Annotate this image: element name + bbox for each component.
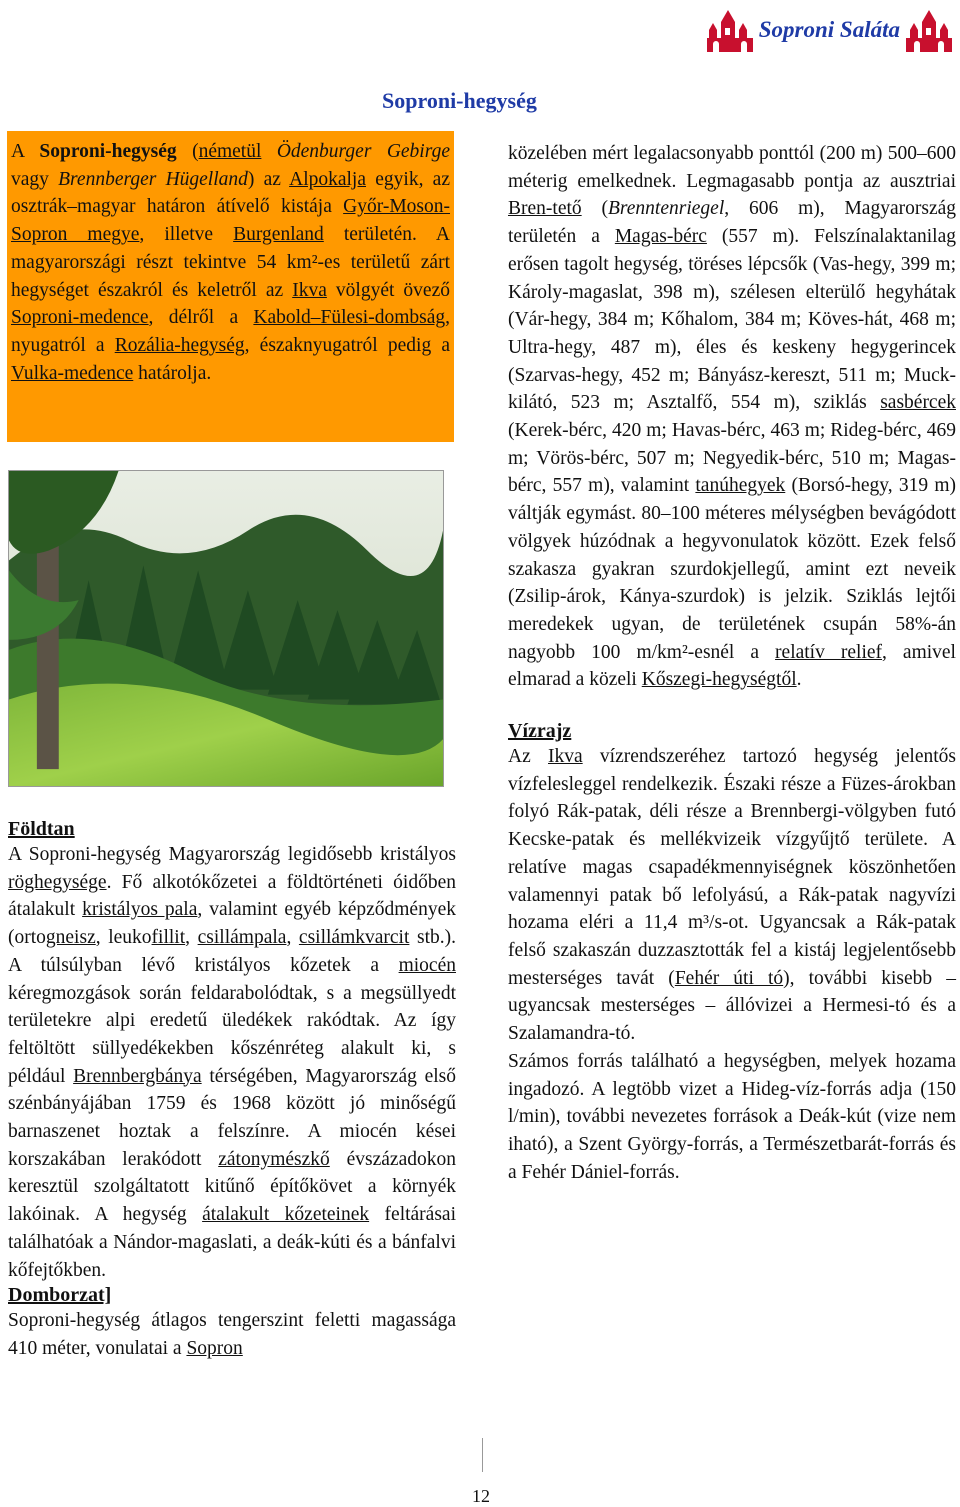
text-link[interactable]: Kabold–Fülesi-dombság <box>253 307 446 329</box>
text-link[interactable]: Alpokalja <box>289 168 367 190</box>
text-link[interactable]: gneisz <box>45 927 96 949</box>
foldtan-text <box>8 841 456 1284</box>
page-title: Soproni-hegység <box>382 88 537 113</box>
text-run: völgyét övező <box>326 279 450 301</box>
text-link[interactable]: Rozália-hegység <box>114 334 245 356</box>
text-run: Számos forrás található a hegységben, melyek hozama ingadozó. A legtöbb vizet a Hideg-víz-forrás adja (150 l/min), további nevezetes források a Deák-kút (vize nem iható), a Szent György-forrás, a Természetbarát-forrás és a Fehér Dániel-forrás. <box>508 1050 956 1183</box>
text-run: ), további kisebb – ugyancsak mesterséges – állóvizei a Hermesi-tó és a Szalamandra-tó. <box>508 967 956 1045</box>
text-run: . Fő alkotókőzetei a földtörténeti óidőben átalakult <box>8 871 456 921</box>
text-link[interactable]: relatív relief <box>775 641 883 663</box>
text-link[interactable]: Sopron <box>186 1337 243 1359</box>
text-run: Brenntenriegel <box>608 198 725 220</box>
text-run: kéregmozgások során feldarabolódtak, s a megsüllyedt területekre alpi eredetű üledékek rakódtak. Az így feltöltött süllyedékekben kőszénréteg alakult ki, s például <box>8 982 456 1087</box>
text-link[interactable]: átalakult kőzeteinek <box>202 1204 370 1226</box>
text-run: (Borsó-hegy, 319 m) váltják egymást. 80–100 méteres mélységben bevágódott völgyek húzódnak a hegyvonulatok között. Ezek felső szakasza gyakran szurdokjellegű, amint ezt neveik (Zsilip-árok, Kánya-szurdok) is jelzik. Sziklás lejtői meredekek ugyan, de területének csupán 58%-án nagyobb 100 m/km²-esnél a <box>508 475 956 663</box>
text-run: , északnyugatról pedig a <box>244 334 451 356</box>
text-run: , valamint egyéb képződmények (orto <box>8 899 456 949</box>
text-run: ( <box>176 141 199 162</box>
text-run: ) az <box>247 168 290 190</box>
text-link[interactable]: Soproni-medence <box>11 307 149 329</box>
text-link[interactable]: zátonymészkő <box>218 1148 330 1170</box>
text-run: , nyugatról a <box>11 307 450 356</box>
text-run: határolja. <box>133 362 212 384</box>
castle-icon <box>906 8 952 52</box>
right-column <box>508 140 956 1186</box>
text-run: területén. A magyarországi részt tekintve 54 km²-es területű zárt hegységet északról és keletről az <box>11 224 451 301</box>
domborzat-text-start <box>8 1307 456 1362</box>
text-run: . <box>796 669 802 691</box>
text-run: , leuko <box>95 927 152 949</box>
text-run: , <box>185 927 198 949</box>
text-run: , illetve <box>139 224 234 246</box>
text-link[interactable]: Kőszegi-hegységtől <box>641 669 797 691</box>
text-run: Brennberger Hügelland <box>58 168 248 190</box>
forest-hillside-photo <box>8 470 444 787</box>
text-link[interactable]: németül <box>198 141 262 162</box>
text-link[interactable]: Burgenland <box>233 224 324 246</box>
text-run: Soproni-hegység átlagos tengerszint feletti magassága 410 méter, vonulatai a <box>8 1310 456 1359</box>
intro-text <box>11 138 450 387</box>
intro-box <box>7 131 454 442</box>
castle-icon <box>707 8 753 52</box>
text-link[interactable]: tanúhegyek <box>695 475 786 497</box>
text-link[interactable]: Ikva <box>292 279 327 301</box>
text-link[interactable]: csillámpala <box>197 927 287 949</box>
text-link[interactable]: Brennbergbánya <box>73 1065 202 1087</box>
text-run: , délről a <box>148 307 254 329</box>
text-link[interactable]: Ikva <box>548 746 583 768</box>
text-link[interactable]: sasbércek <box>880 392 956 414</box>
text-run: (557 m). Felszínalaktanilag erősen tagolt hegység, töréses lépcsők (Vas-hegy, 399 m; Károly-magaslat, 398 m), szélesen elterülő hegyhátak (Vár-hegy, 384 m; Kőhalom, 384 m; Köves-hát, 468 m; Ultra-hegy, 487 m), éles és keskeny hegygerincek (Szarvas-hegy, 452 m; Bányász-kereszt, 511 m; Muck-kilátó, 523 m; Asztalfő, 554 m), sziklás <box>508 226 956 414</box>
page-header <box>572 4 952 56</box>
text-run: térségében, Magyarország első szénbányájában 1759 és 1968 között jó minőségű barnaszenet hoztak a felszínre. A miocén kései korszakában lerakódott <box>8 1065 456 1170</box>
text-run: A Soproni-hegység Magyarország legidősebb kristályos <box>8 844 456 865</box>
text-run: , 606 m), Magyarország területén a <box>508 198 957 248</box>
text-run <box>261 141 276 162</box>
text-link[interactable]: fillit <box>151 927 186 949</box>
text-run: közelében mért legalacsonyabb ponttól (200 m) 500–600 méterig emelkednek. Legmagasabb pontja az ausztriai <box>508 143 956 192</box>
vizrajz-text-2 <box>508 1048 956 1187</box>
text-run: egyik, az osztrák–magyar határon átívelő kistája <box>11 168 450 218</box>
text-link[interactable]: csillámkvarcit <box>298 927 410 949</box>
brand-title: Soproni Saláta <box>758 17 900 42</box>
text-run: (Kerek-bérc, 420 m; Havas-bérc, 463 m; Rideg-bérc, 469 m; Vörös-bérc, 507 m; Negyedik-bérc, 510 m; Magas-bérc, 557 m), valamint <box>508 420 956 497</box>
text-run: , <box>286 927 299 949</box>
left-column <box>8 818 456 1363</box>
text-run: , amivel elmarad a közeli <box>508 641 956 691</box>
text-link[interactable]: röghegysége <box>8 871 107 893</box>
vizrajz-heading: Vízrajz <box>508 720 572 743</box>
text-run: ( <box>581 198 608 220</box>
text-link[interactable]: Vulka-medence <box>11 362 134 384</box>
text-link[interactable]: Fehér úti tó <box>674 967 784 989</box>
text-link[interactable]: miocén <box>398 954 456 976</box>
text-run: feltárásai találhatóak a Nándor-magaslati, a deák-kúti és a bánfalvi kőfejtőkben. <box>8 1204 456 1281</box>
divider <box>482 1438 483 1472</box>
domborzat-text-cont <box>508 140 956 694</box>
page-number: 12 <box>472 1486 490 1506</box>
foldtan-heading: Földtan <box>8 818 75 840</box>
text-run: stb.). A túlsúlyban lévő kristályos kőzetek a <box>8 927 456 976</box>
text-run: A <box>11 141 40 162</box>
text-run: Ödenburger Gebirge <box>276 141 450 162</box>
text-link[interactable]: Magas-bérc <box>614 226 707 248</box>
text-link[interactable]: Győr-Moson-Sopron megye <box>11 196 450 246</box>
text-run: Az <box>508 746 548 768</box>
text-run: évszázadokon keresztül szolgáltatott kitűnő építőkövet a környék lakóinak. A hegység <box>8 1148 456 1226</box>
text-run: Soproni-hegység <box>39 141 177 162</box>
text-link[interactable]: kristályos pala <box>82 899 198 921</box>
text-link[interactable]: Bren-tető <box>508 198 582 220</box>
text-run: vagy <box>11 168 59 190</box>
vizrajz-text <box>508 743 956 1048</box>
text-run: vízrendszeréhez tartozó hegység jelentős vízfelesleggel rendelkezik. Északi része a Füzes-árokban folyó Rák-patak, déli része a Brennbergi-völgyben futó Kecske-patak és mellékvizeik vízgyűjtő területe. A relatíve magas csapadékmennyiségnek köszönhetően valamennyi patak bő lefolyású, a Rák-patak nagyvízi hozama eléri a 11,4 m³/s-ot. Ugyancsak a Rák-patak felső szakaszán duzzasztották fel a kistáj legjelentősebb mesterséges tavát ( <box>508 746 956 989</box>
domborzat-heading: Domborzat] <box>8 1284 112 1307</box>
